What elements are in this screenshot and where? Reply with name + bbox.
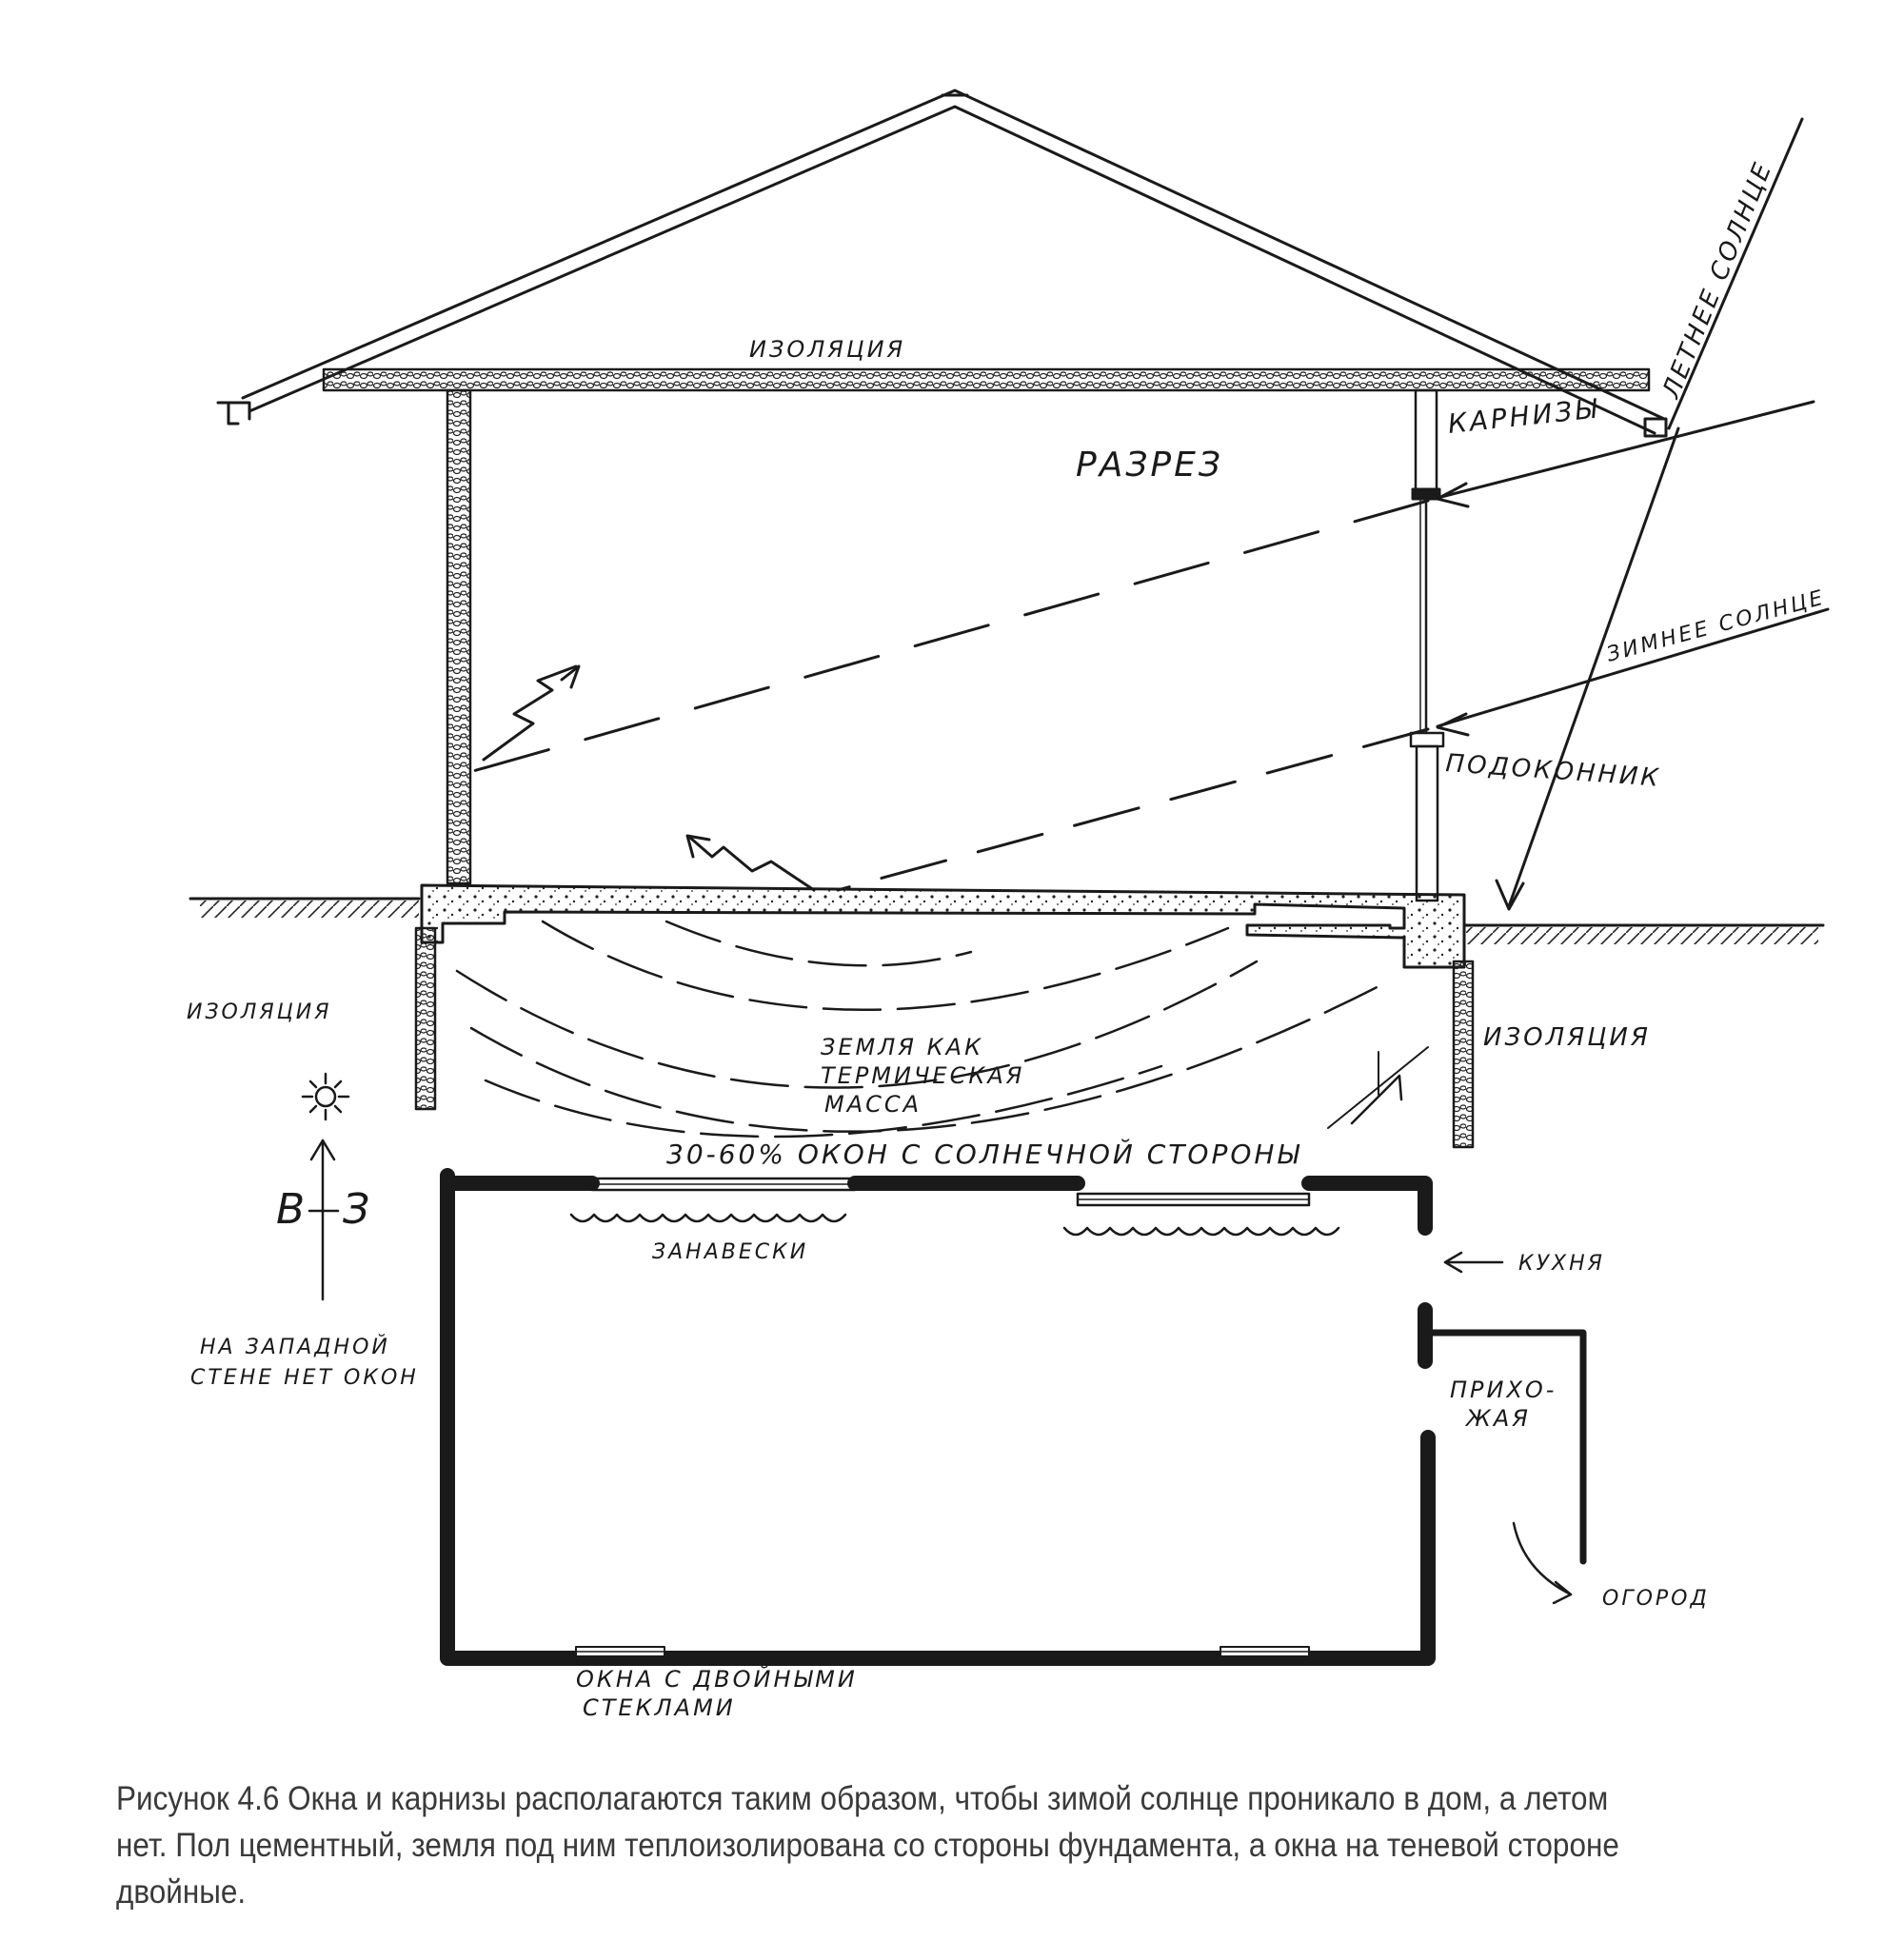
double-glazing-label-line2: СТЕКЛАМИ <box>583 1694 736 1721</box>
left-wall <box>447 390 470 883</box>
ceiling-insulation <box>324 369 1649 390</box>
left-foundation-insulation <box>416 928 435 1109</box>
west-wall-label-line2: СТЕНЕ НЕТ ОКОН <box>190 1366 419 1390</box>
double-glazing-label-line1: ОКНА С ДВОЙНЫМИ <box>576 1666 858 1693</box>
kitchen-label: КУХНЯ <box>1518 1252 1605 1276</box>
right-insulation-label: ИЗОЛЯЦИЯ <box>1483 1023 1651 1052</box>
hall-label-line2: ЖАЯ <box>1466 1405 1531 1432</box>
earth-arcs <box>457 921 1390 1137</box>
west-wall-label-line1: НА ЗАПАДНОЙ <box>200 1336 390 1359</box>
roof-insulation-label: ИЗОЛЯЦИЯ <box>749 336 906 363</box>
left-insulation-label: ИЗОЛЯЦИЯ <box>187 1000 332 1024</box>
sill-label: ПОДОКОННИК <box>1444 749 1662 793</box>
floor-slab <box>422 885 1464 967</box>
floor-plan <box>447 1176 1583 1658</box>
figure-caption: Рисунок 4.6 Окна и карнизы располагаются таким образом, чтобы зимой солнце проникало в дом, а летом нет. Пол цементный, земля под ним теплоизолирована со стороны фундамента, а окна на теневой стороне двойные. <box>116 1780 1619 1911</box>
eaves-label: КАРНИЗЫ <box>1446 392 1601 440</box>
earth-label-line3: МАССА <box>824 1091 922 1118</box>
south-windows-label: 30-60% ОКОН С СОЛНЕЧНОЙ СТОРОНЫ <box>666 1139 1302 1170</box>
right-foundation-insulation <box>1454 961 1473 1147</box>
compass-east-label: В <box>276 1185 308 1234</box>
earth-label-line1: ЗЕМЛЯ КАК <box>821 1034 984 1060</box>
garden-label: ОГОРОД <box>1602 1587 1710 1611</box>
compass <box>309 1140 338 1299</box>
winter-sun-label: ЗИМНЕЕ СОЛНЦЕ <box>1604 585 1829 667</box>
compass-west-label: З <box>343 1185 373 1234</box>
curtains-label: ЗАНАВЕСКИ <box>652 1240 809 1264</box>
hall-label-line1: ПРИХО- <box>1450 1377 1557 1403</box>
right-wall <box>1411 390 1443 901</box>
section-label: РАЗРЕЗ <box>1076 446 1223 485</box>
sun-icon <box>303 1074 348 1119</box>
earth-label-line2: ТЕРМИЧЕСКАЯ <box>821 1062 1025 1089</box>
summer-sun-label: ЛЕТНЕЕ СОЛНЦЕ <box>1656 156 1779 403</box>
